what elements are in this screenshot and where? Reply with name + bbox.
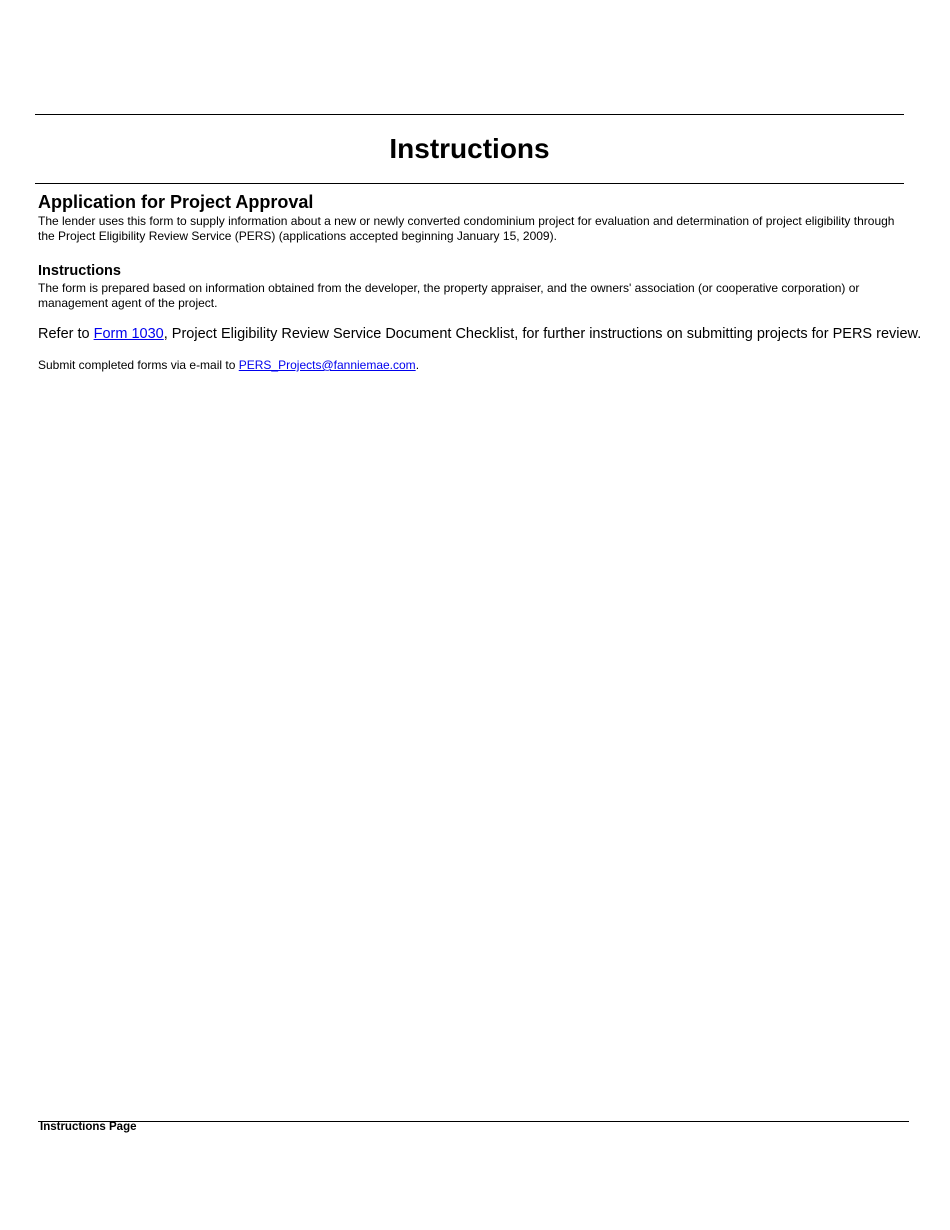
footer-label: Instructions Page bbox=[40, 1121, 137, 1133]
submit-suffix: . bbox=[415, 358, 420, 372]
form-1030-link[interactable]: Form 1030 bbox=[93, 326, 164, 342]
footer-divider bbox=[38, 1121, 909, 1122]
section-heading: Application for Project Approval bbox=[38, 192, 314, 212]
email-link[interactable]: PERS_Projects@fanniemae.com bbox=[238, 358, 416, 372]
title-divider bbox=[35, 183, 904, 184]
refer-paragraph bbox=[38, 325, 922, 343]
refer-prefix: Refer to bbox=[38, 326, 94, 342]
instructions-heading: Instructions bbox=[38, 263, 121, 279]
submit-prefix: Submit completed forms via e-mail to bbox=[38, 358, 239, 372]
page-title: Instructions bbox=[389, 133, 550, 164]
top-divider bbox=[35, 114, 904, 115]
section-description: The lender uses this form to supply information about a new or newly converted condominium project for evaluation and determination of project eligibility through the Project Eligibility Review Service (PERS) (applications accepted beginning January 15, 2009). bbox=[38, 214, 895, 243]
instructions-description: The form is prepared based on information obtained from the developer, the property appraiser, and the owners' association (or cooperative corporation) or management agent of the project. bbox=[38, 281, 860, 310]
refer-suffix: , Project Eligibility Review Service Document Checklist, for further instructions on submitting projects for PERS review. bbox=[163, 326, 922, 342]
submit-paragraph bbox=[38, 358, 419, 373]
